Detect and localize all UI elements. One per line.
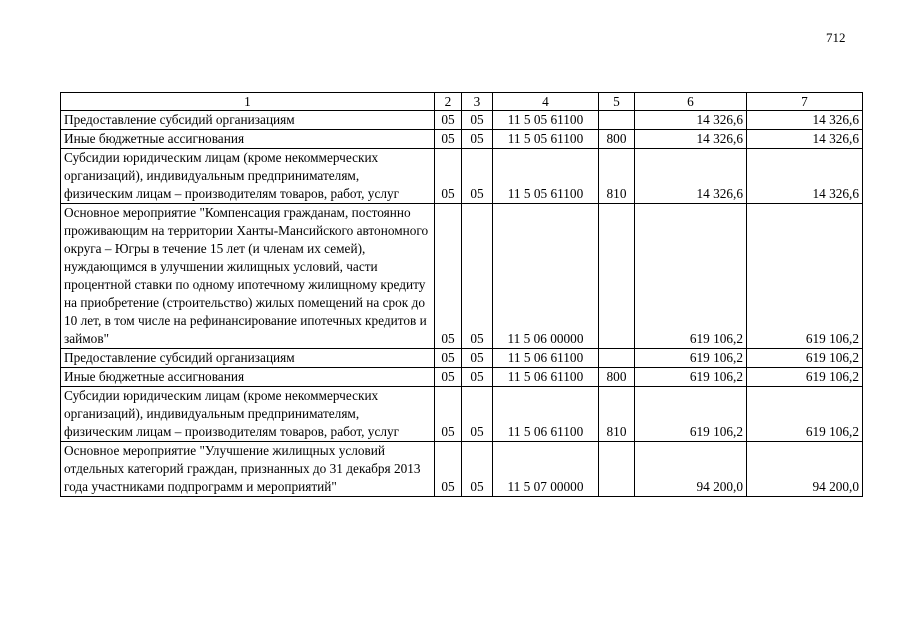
- header-col-6: 6: [635, 93, 747, 111]
- table-row: [61, 111, 863, 130]
- row-col2: 05: [435, 349, 462, 368]
- row-col7: 14 326,6: [747, 130, 863, 149]
- row-col3: 05: [462, 387, 493, 442]
- table-row: [61, 149, 863, 204]
- row-col7: 14 326,6: [747, 111, 863, 130]
- row-col4: 11 5 06 61100: [493, 349, 599, 368]
- row-col5: [599, 111, 635, 130]
- header-col-1: 1: [61, 93, 435, 111]
- row-col6: 14 326,6: [635, 130, 747, 149]
- table-row: [61, 130, 863, 149]
- row-col5: [599, 349, 635, 368]
- row-col7: 14 326,6: [747, 149, 863, 204]
- row-col5: 800: [599, 368, 635, 387]
- row-col4: 11 5 06 61100: [493, 368, 599, 387]
- row-col4: 11 5 07 00000: [493, 442, 599, 497]
- table-row: [61, 204, 863, 349]
- row-col3: 05: [462, 442, 493, 497]
- row-name: Основное мероприятие "Улучшение жилищных условий отдельных категорий граждан, признанных до 31 декабря 2013 года участниками подпрограмм и мероприятий": [61, 442, 435, 497]
- row-col6: 94 200,0: [635, 442, 747, 497]
- header-row: [61, 93, 863, 111]
- row-col2: 05: [435, 204, 462, 349]
- row-col7: 94 200,0: [747, 442, 863, 497]
- row-col4: 11 5 05 61100: [493, 111, 599, 130]
- row-col2: 05: [435, 442, 462, 497]
- row-col6: 619 106,2: [635, 204, 747, 349]
- budget-table: [60, 92, 863, 497]
- row-col4: 11 5 06 61100: [493, 387, 599, 442]
- table-row: [61, 368, 863, 387]
- table-row: [61, 387, 863, 442]
- header-col-5: 5: [599, 93, 635, 111]
- row-col6: 619 106,2: [635, 368, 747, 387]
- row-name: Иные бюджетные ассигнования: [61, 130, 435, 149]
- row-col6: 14 326,6: [635, 111, 747, 130]
- header-col-3: 3: [462, 93, 493, 111]
- row-col5: [599, 442, 635, 497]
- page-number: 712: [826, 30, 846, 45]
- row-name: Субсидии юридическим лицам (кроме некоммерческих организаций), индивидуальным предпринимателям, физическим лицам – производителям товаров, работ, услуг: [61, 387, 435, 442]
- table-row: [61, 349, 863, 368]
- header-col-7: 7: [747, 93, 863, 111]
- row-col4: 11 5 05 61100: [493, 130, 599, 149]
- header-col-4: 4: [493, 93, 599, 111]
- row-col7: 619 106,2: [747, 387, 863, 442]
- row-name: Иные бюджетные ассигнования: [61, 368, 435, 387]
- row-col2: 05: [435, 111, 462, 130]
- row-col3: 05: [462, 368, 493, 387]
- row-name: Предоставление субсидий организациям: [61, 111, 435, 130]
- row-col4: 11 5 06 00000: [493, 204, 599, 349]
- row-col2: 05: [435, 387, 462, 442]
- row-col3: 05: [462, 349, 493, 368]
- row-col3: 05: [462, 130, 493, 149]
- row-col6: 14 326,6: [635, 149, 747, 204]
- row-col3: 05: [462, 204, 493, 349]
- row-col7: 619 106,2: [747, 204, 863, 349]
- row-col7: 619 106,2: [747, 368, 863, 387]
- row-col6: 619 106,2: [635, 349, 747, 368]
- table-row: [61, 442, 863, 497]
- row-col4: 11 5 05 61100: [493, 149, 599, 204]
- row-col5: 800: [599, 130, 635, 149]
- row-col2: 05: [435, 130, 462, 149]
- row-col5: 810: [599, 149, 635, 204]
- row-col3: 05: [462, 111, 493, 130]
- row-name: Основное мероприятие "Компенсация гражданам, постоянно проживающим на территории Ханты-Мансийского автономного округа – Югры в течение 15 лет (и членам их семей), нуждающимся в улучшении жилищных условий, части процентной ставки по одному ипотечному жилищному кредиту на приобретение (строительство) жилых помещений на срок до 10 лет, в том числе на рефинансирование ипотечных кредитов и займов": [61, 204, 435, 349]
- row-col6: 619 106,2: [635, 387, 747, 442]
- row-name: Предоставление субсидий организациям: [61, 349, 435, 368]
- row-col5: 810: [599, 387, 635, 442]
- row-col2: 05: [435, 368, 462, 387]
- row-col3: 05: [462, 149, 493, 204]
- header-col-2: 2: [435, 93, 462, 111]
- row-name: Субсидии юридическим лицам (кроме некоммерческих организаций), индивидуальным предпринимателям, физическим лицам – производителям товаров, работ, услуг: [61, 149, 435, 204]
- row-col5: [599, 204, 635, 349]
- row-col2: 05: [435, 149, 462, 204]
- row-col7: 619 106,2: [747, 349, 863, 368]
